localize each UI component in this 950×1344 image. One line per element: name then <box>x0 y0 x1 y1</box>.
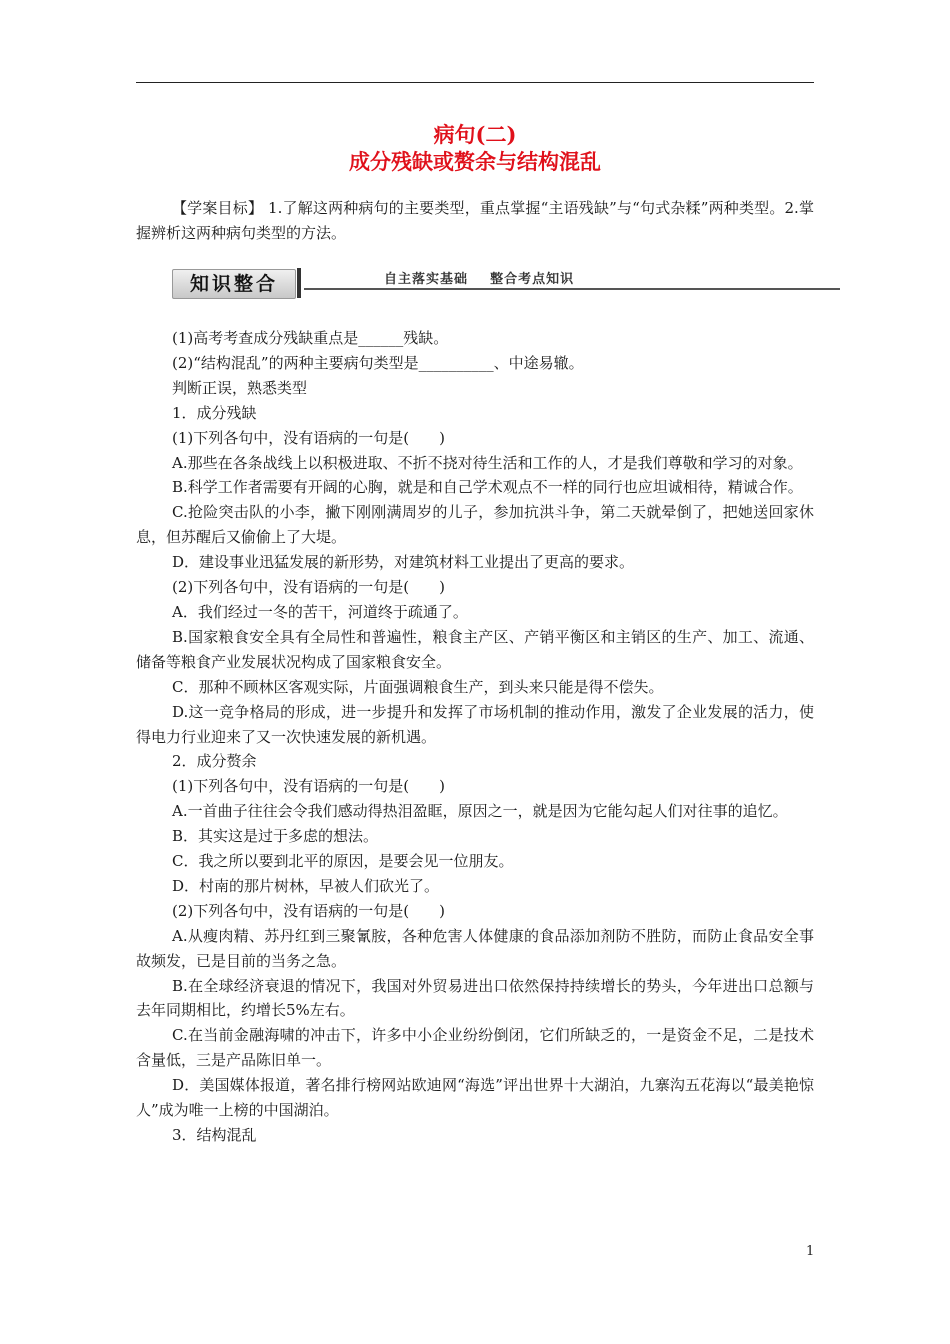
learning-objective <box>136 196 814 246</box>
section-note: 判断正误，熟悉类型 <box>172 378 308 397</box>
option-2-1-b: B．其实这是过于多虑的想法。 <box>172 827 379 846</box>
option-1-1-c: C.抢险突击队的小李，撇下刚刚满周岁的儿子，参加抗洪斗争，第二天就晕倒了，把她送回家休息，但苏醒后又偷偷上了大堤。 <box>136 503 814 547</box>
page-number: 1 <box>806 1244 815 1259</box>
banner-line <box>304 288 840 290</box>
option-2-2-d: D．美国媒体报道，著名排行榜网站欧迪网“海选”评出世界十大湖泊，九寨沟五花海以“最美艳惊人”成为唯一上榜的中国湖泊。 <box>136 1076 814 1120</box>
option-2-2-c: C.在当前金融海啸的冲击下，许多中小企业纷纷倒闭，它们所缺乏的，一是资金不足，二是技术含量低，三是产品陈旧单一。 <box>136 1026 814 1070</box>
banner-label: 知识整合 <box>189 273 278 295</box>
fill-blank-1: (1)高考考查成分残缺重点是______残缺。 <box>172 329 449 347</box>
exercise-body <box>136 326 814 1148</box>
objective-text: 1.了解这两种病句的主要类型，重点掌握“主语残缺”与“句式杂糅”两种类型。2.掌握辨析这两种病句类型的方法。 <box>136 199 814 242</box>
option-2-1-a: A.一首曲子往往会令我们感动得热泪盈眶，原因之一，就是因为它能勾起人们对往事的追忆。 <box>172 802 788 821</box>
question-2-2: (2)下列各句中，没有语病的一句是( ) <box>172 901 445 920</box>
section-banner <box>172 266 840 300</box>
fill-blank-2: (2)“结构混乱”的两种主要病句类型是__________、中途易辙。 <box>172 353 584 372</box>
banner-subtitle: 自主落实基础 整合考点知识 <box>384 272 575 287</box>
page-title: 病句(二) <box>433 122 517 147</box>
option-2-1-d: D．村南的那片树林，早被人们砍光了。 <box>172 876 440 895</box>
question-2-1: (1)下列各句中，没有语病的一句是( ) <box>172 777 445 796</box>
section-heading-3: 3．结构混乱 <box>172 1126 257 1144</box>
option-2-2-b: B.在全球经济衰退的情况下，我国对外贸易进出口依然保持持续增长的势头，今年进出口总额与去年同期相比，约增长5%左右。 <box>136 976 814 1020</box>
option-1-2-c: C．那种不顾林区客观实际，片面强调粮食生产，到头来只能是得不偿失。 <box>172 677 664 696</box>
option-1-1-d: D．建设事业迅猛发展的新形势，对建筑材料工业提出了更高的要求。 <box>172 553 635 572</box>
section-heading-1: 1．成分残缺 <box>172 403 257 422</box>
question-1-2: (2)下列各句中，没有语病的一句是( ) <box>172 578 445 597</box>
banner-box <box>172 269 296 299</box>
page-subtitle: 成分残缺或赘余与结构混乱 <box>349 149 601 174</box>
option-1-2-b: B.国家粮食安全具有全局性和普遍性，粮食主产区、产销平衡区和主销区的生产、加工、流通、储备等粮食产业发展状况构成了国家粮食安全。 <box>136 627 814 671</box>
option-1-2-a: A．我们经过一冬的苦干，河道终于疏通了。 <box>172 602 468 621</box>
option-2-1-c: C．我之所以要到北平的原因，是要会见一位朋友。 <box>172 852 514 871</box>
section-heading-2: 2．成分赘余 <box>172 752 257 771</box>
header-rule <box>136 82 814 83</box>
option-2-2-a: A.从瘦肉精、苏丹红到三聚氰胺，各种危害人体健康的食品添加剂防不胜防，而防止食品安全事故频发，已是目前的当务之急。 <box>136 926 814 970</box>
banner-divider <box>297 268 301 298</box>
objective-tag: 【学案目标】 <box>172 199 264 217</box>
option-1-1-a: A.那些在各条战线上以积极进取、不折不挠对待生活和工作的人，才是我们尊敬和学习的对象。 <box>172 453 803 472</box>
option-1-2-d: D.这一竞争格局的形成，进一步提升和发挥了市场机制的推动作用，激发了企业发展的活力，使得电力行业迎来了又一次快速发展的新机遇。 <box>136 702 814 746</box>
option-1-1-b: B.科学工作者需要有开阔的心胸，就是和自己学术观点不一样的同行也应坦诚相待，精诚合作。 <box>172 478 803 497</box>
question-1-1: (1)下列各句中，没有语病的一句是( ) <box>172 428 445 447</box>
